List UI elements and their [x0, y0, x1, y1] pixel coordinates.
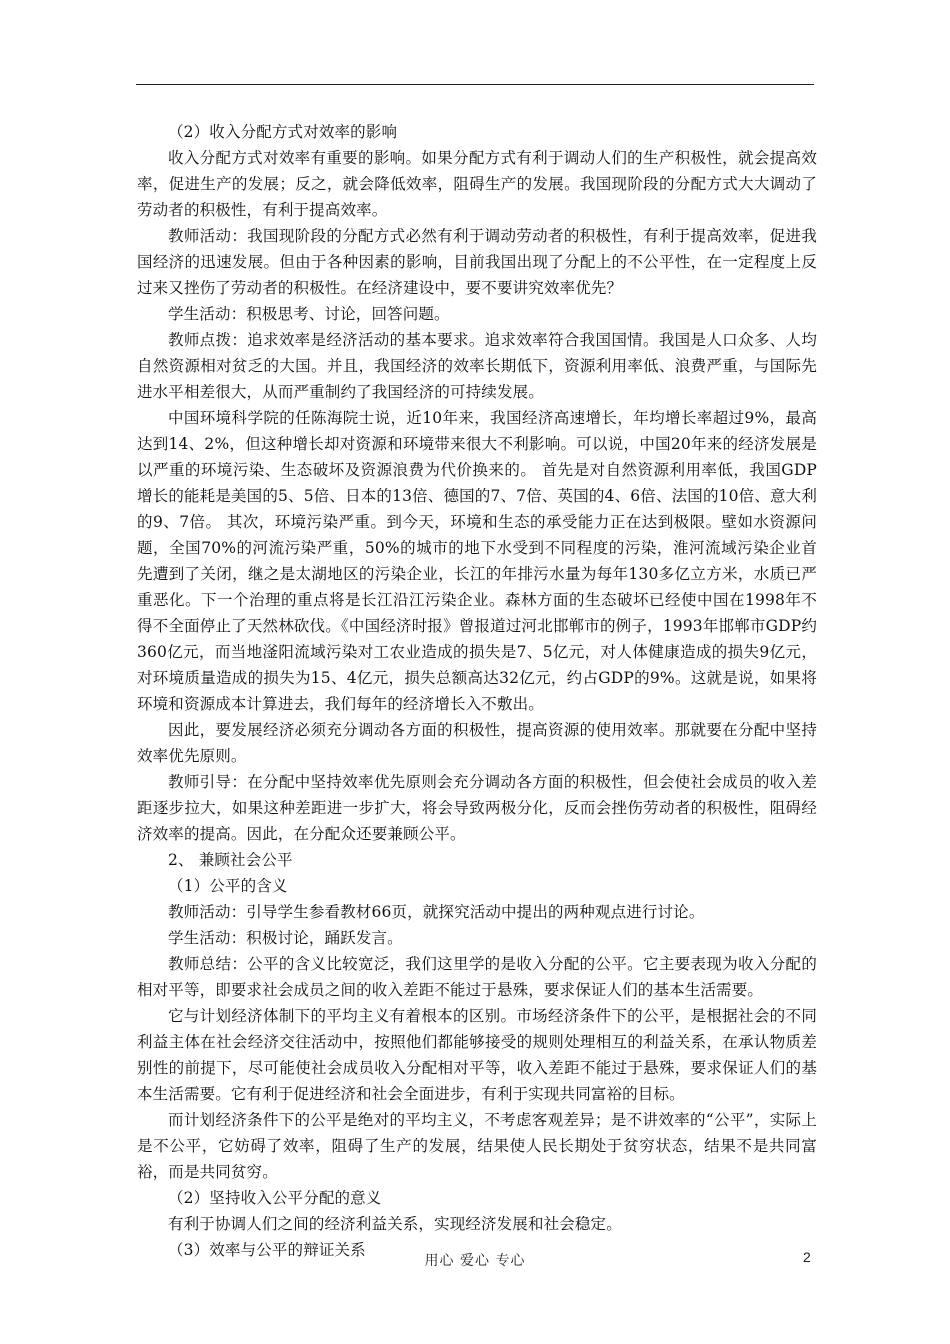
- paragraph: 学生活动：积极讨论，踊跃发言。: [168, 929, 403, 947]
- paragraph: 收入分配方式对效率有重要的影响。如果分配方式有利于调动人们的生产积极性，就会提高效率，促进生产的发展；反之，就会降低效率，阻碍生产的发展。我国现阶段的分配方式大大调动了劳动者的积极性，有利于提高效率。: [137, 149, 817, 219]
- paragraph: 中国环境科学院的任陈海院士说，近10年来，我国经济高速增长，年均增长率超过9%，最高达到14、2%，但这种增长却对资源和环境带来很大不利影响。可以说，中国20年来的经济发展是以严重的环境污染、生态破坏及资源浪费为代价换来的。 首先是对自然资源利用率低，我国GDP增长的能耗是美国的5、5倍、日本的13倍、德国的7、7倍、英国的4、6倍、法国的10倍、意大利的9、7倍。 其次，环境污染严重。到今天，环境和生态的承受能力正在达到极限。壁如水资源问题，全国70%的河流污染严重，50%的城市的地下水受到不同程度的污染，淮河流域污染企业首先遭到了关闭，继之是太湖地区的污染企业，长江的年排污水量为每年130多亿立方米，水质已严重恶化。下一个治理的重点将是长江沿江污染企业。森林方面的生态破坏已经使中国在1998年不得不全面停止了天然林砍伐。《中国经济时报》曾报道过河北邯郸市的例子，1993年邯郸市GDP约360亿元，而当地滏阳流域污染对工农业造成的损失是7、5亿元，对人体健康造成的损失9亿元，对环境质量造成的损失为15、4亿元，损失总额高达32亿元，约占GDP的9%。这就是说，如果将环境和资源成本计算进去，我们每年的经济增长入不敷出。: [137, 409, 817, 713]
- paragraph: 教师总结：公平的含义比较宽泛，我们这里学的是收入分配的公平。它主要表现为收入分配的相对平等，即要求社会成员之间的收入差距不能过于悬殊，要求保证人们的基本生活需要。: [137, 955, 817, 999]
- paragraph: 学生活动：积极思考、讨论，回答问题。: [168, 305, 450, 323]
- footer-slogan: 用心 爱心 专心: [424, 1253, 526, 1269]
- paragraph: 教师点拨：追求效率是经济活动的基本要求。追求效率符合我国国情。我国是人口众多、人均自然资源相对贫乏的大国。并且，我国经济的效率长期低下，资源利用率低、浪费严重，与国际先进水平相差很大，从而严重制约了我国经济的可持续发展。: [137, 331, 817, 401]
- paragraph: 它与计划经济体制下的平均主义有着根本的区别。市场经济条件下的公平，是根据社会的不同利益主体在社会经济交往活动中，按照他们都能够接受的规则处理相互的利益关系，在承认物质差别性的前提下，尽可能使社会成员收入分配相对平等，收入差距不能过于悬殊，要求保证人们的基本生活需要。它有利于促进经济和社会全面进步，有利于实现共同富裕的目标。: [137, 1007, 817, 1103]
- document-body: [137, 119, 817, 1263]
- paragraph: （2）收入分配方式对效率的影响: [168, 123, 398, 141]
- header-rule: [136, 84, 814, 85]
- page-number: 2: [803, 1249, 811, 1265]
- paragraph: 教师活动：我国现阶段的分配方式必然有利于调动劳动者的积极性，有利于提高效率，促进我国经济的迅速发展。但由于各种因素的影响，目前我国出现了分配上的不公平性，在一定程度上反过来又挫伤了劳动者的积极性。在经济建设中，要不要讲究效率优先？: [137, 227, 817, 297]
- paragraph: 有利于协调人们之间的经济利益关系，实现经济发展和社会稳定。: [168, 1215, 622, 1233]
- paragraph: 教师引导：在分配中坚持效率优先原则会充分调动各方面的积极性，但会使社会成员的收入差距逐步拉大，如果这种差距进一步扩大，将会导致两极分化，反而会挫伤劳动者的积极性，阻碍经济效率的提高。因此，在分配众还要兼顾公平。: [137, 773, 817, 843]
- paragraph: 而计划经济条件下的公平是绝对的平均主义，不考虑客观差异；是不讲效率的“公平”，实际上是不公平，它妨碍了效率，阻碍了生产的发展，结果使人民长期处于贫穷状态，结果不是共同富裕，而是共同贫穷。: [137, 1111, 817, 1181]
- paragraph: 教师活动：引导学生参看教材66页，就探究活动中提出的两种观点进行讨论。: [168, 903, 705, 921]
- paragraph: 2、 兼顾社会公平: [168, 851, 293, 869]
- paragraph: 因此，要发展经济必须充分调动各方面的积极性，提高资源的使用效率。那就要在分配中坚持效率优先原则。: [137, 721, 817, 765]
- paragraph: （3）效率与公平的辩证关系: [168, 1241, 366, 1259]
- paragraph: （1）公平的含义: [168, 877, 288, 895]
- paragraph: （2）坚持收入公平分配的意义: [168, 1189, 382, 1207]
